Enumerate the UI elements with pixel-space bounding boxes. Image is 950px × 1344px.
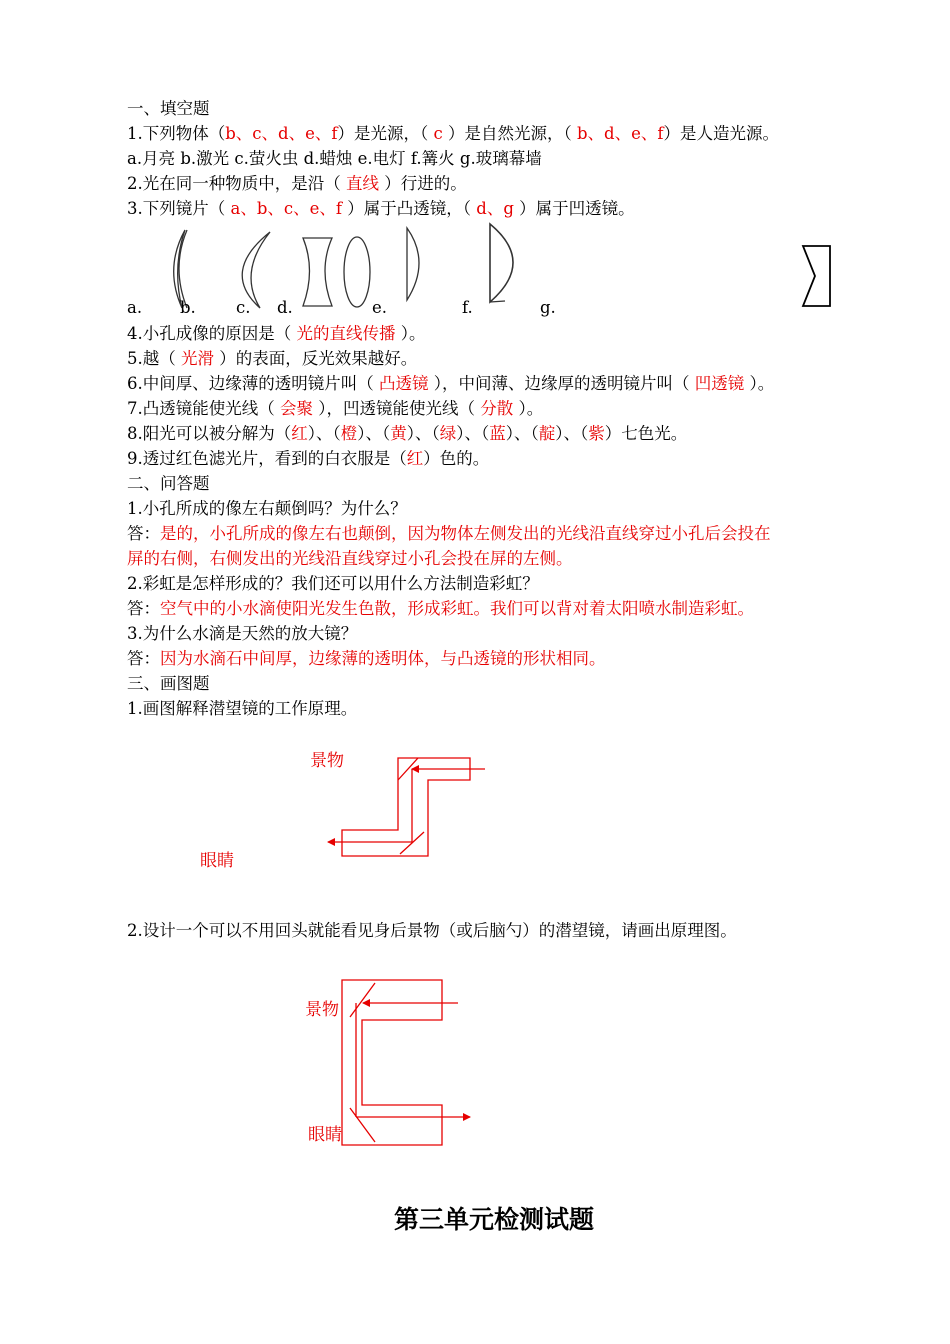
lens-label-b: b. (180, 298, 196, 317)
question-4: 4.小孔成像的原因是（ 光的直线传播 ）。 (127, 324, 426, 343)
answer: 红 (406, 449, 424, 468)
question-2: 2.光在同一种物质中，是沿（ 直线 ）行进的。 (127, 174, 467, 193)
section-title-fill: 一、填空题 (127, 99, 210, 118)
answer: b、c、d、e、f (225, 124, 338, 143)
lens-label-d: d. (277, 298, 293, 317)
diagram1-scene-label: 景物 (310, 751, 344, 771)
draw-question-1: 1.画图解释潜望镜的工作原理。 (127, 699, 358, 718)
lens-label-f: f. (462, 298, 473, 317)
answer: 光的直线传播 (296, 324, 396, 343)
lens-e (407, 228, 419, 300)
answer: c (433, 124, 443, 143)
answer: 分散 (480, 399, 514, 418)
periscope-diagram-1 (320, 750, 500, 865)
answer: 凹透镜 (694, 374, 745, 393)
question-7: 7.凸透镜能使光线（ 会聚 ），凹透镜能使光线（ 分散 ）。 (127, 399, 544, 418)
section-title-qa: 二、问答题 (127, 474, 210, 493)
question-3: 3.下列镜片（ a、b、c、e、f ）属于凸透镜，（ d、g ）属于凹透镜。 (127, 199, 635, 218)
lens-c (303, 238, 332, 306)
section-title-draw: 三、画图题 (127, 674, 210, 693)
answer: 会聚 (280, 399, 313, 418)
qa-answer-3: 答：因为水滴石中间厚，边缘薄的透明体，与凸透镜的形状相同。 (127, 649, 606, 668)
lens-f (490, 224, 513, 302)
periscope-diagram-2 (330, 975, 480, 1150)
lens-figure (160, 222, 840, 314)
lens-label-e: e. (372, 298, 388, 317)
diagram2-scene-label: 景物 (305, 1000, 339, 1020)
answer: d、g (476, 199, 514, 218)
answer: b、d、e、f (577, 124, 664, 143)
lens-label-a: a. (127, 298, 143, 317)
answer: 凸透镜 (379, 374, 429, 393)
qa-question-3: 3.为什么水滴是天然的放大镜？ (127, 624, 358, 643)
answer: a、b、c、e、f (230, 199, 343, 218)
question-9: 9.透过红色滤光片，看到的白衣服是（红）色的。 (127, 449, 490, 468)
answer: 直线 (346, 174, 379, 193)
question-6: 6.中间厚、边缘薄的透明镜片叫（ 凸透镜 ），中间薄、边缘厚的透明镜片叫（ 凹透镜 ）。 (127, 374, 775, 393)
question-1-options: a.月亮 b.激光 c.萤火虫 d.蜡烛 e.电灯 f.篝火 g.玻璃幕墙 (127, 149, 542, 168)
question-1: 1.下列物体（b、c、d、e、f）是光源，（ c ）是自然光源，（ b、d、e、f）是人造光源。 (127, 124, 779, 143)
diagram1-eye-label: 眼睛 (200, 851, 234, 871)
question-5: 5.越（ 光滑 ）的表面，反光效果越好。 (127, 349, 418, 368)
draw-question-2: 2.设计一个可以不用回头就能看见身后景物（或后脑勺）的潜望镜，请画出原理图。 (127, 921, 737, 940)
lens-g (803, 246, 830, 306)
next-page-title: 第三单元检测试题 (393, 1205, 594, 1234)
qa-answer-1: 答：是的，小孔所成的像左右也颠倒，因为物体左侧发出的光线沿直线穿过小孔后会投在 (127, 524, 771, 543)
question-8: 8.阳光可以被分解为（红）、（橙）、（黄）、（绿）、（蓝）、（靛）、（紫）七色光。 (127, 424, 688, 443)
diagram2-eye-label: 眼睛 (308, 1125, 342, 1145)
lens-d (344, 237, 370, 307)
lens-b (242, 232, 270, 308)
answer: 光滑 (181, 349, 214, 368)
qa-question-1: 1.小孔所成的像左右颠倒吗？为什么？ (127, 499, 407, 518)
lens-label-c: c. (236, 298, 251, 317)
qa-answer-1-cont: 屏的右侧，右侧发出的光线沿直线穿过小孔会投在屏的左侧。 (127, 549, 573, 568)
qa-answer-2: 答：空气中的小水滴使阳光发生色散，形成彩虹。我们可以背对着太阳喷水制造彩虹。 (127, 599, 754, 618)
lens-label-g: g. (540, 298, 556, 317)
qa-question-2: 2.彩虹是怎样形成的？我们还可以用什么方法制造彩虹？ (127, 574, 539, 593)
